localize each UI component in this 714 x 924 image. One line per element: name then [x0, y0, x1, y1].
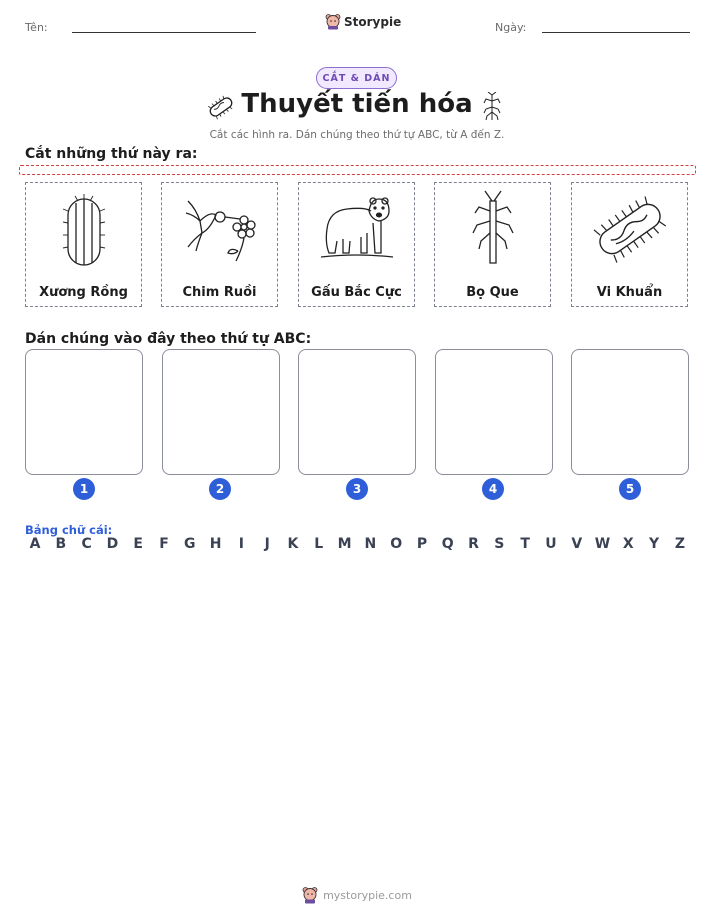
brand-name: Storypie [344, 14, 402, 29]
letter: G [184, 536, 196, 552]
letter: I [238, 536, 244, 552]
letter: S [494, 536, 505, 552]
letter: B [55, 536, 67, 552]
letter: Z [674, 536, 685, 552]
letter: Q [441, 536, 454, 552]
brand-logo [325, 13, 401, 30]
cut-line [19, 165, 696, 175]
letter: V [571, 536, 583, 552]
letter: X [622, 536, 634, 552]
number-badge-4: 4 [482, 478, 504, 500]
hummingbird-icon [180, 189, 260, 269]
footer [0, 886, 714, 904]
card-label: Xương Rồng [39, 285, 128, 300]
number-badge-2: 2 [209, 478, 231, 500]
bacteria-icon [590, 189, 670, 269]
cut-card-bacteria[interactable] [571, 182, 688, 307]
card-label: Gấu Bắc Cực [311, 285, 402, 300]
name-label: Tên: [25, 21, 48, 34]
letter: K [287, 536, 299, 552]
footer-url[interactable]: mystorypie.com [323, 888, 412, 902]
letter: E [133, 536, 143, 552]
paste-box-3[interactable] [298, 349, 416, 475]
date-line[interactable] [542, 32, 690, 33]
paste-box-4[interactable] [435, 349, 553, 475]
paste-box-5[interactable] [571, 349, 689, 475]
cut-card-polar-bear[interactable] [298, 182, 415, 307]
alphabet-row [25, 536, 690, 552]
letter: H [209, 536, 222, 552]
letter: C [81, 536, 92, 552]
number-badge-1: 1 [73, 478, 95, 500]
date-label: Ngày: [495, 21, 527, 34]
paste-box-2[interactable] [162, 349, 280, 475]
polar-bear-icon [317, 189, 397, 269]
name-line[interactable] [72, 32, 256, 33]
letter: J [264, 536, 270, 552]
cut-card-hummingbird[interactable] [161, 182, 278, 307]
bear-logo-icon [325, 13, 341, 30]
letter: R [468, 536, 479, 552]
letter: T [520, 536, 530, 552]
cut-card-stick-insect[interactable] [434, 182, 551, 307]
stick-insect-icon [453, 189, 533, 269]
letter: W [594, 536, 611, 552]
bear-footer-icon [302, 886, 318, 904]
paste-box-1[interactable] [25, 349, 143, 475]
cactus-icon [44, 189, 124, 269]
number-badge-5: 5 [619, 478, 641, 500]
number-badge-3: 3 [346, 478, 368, 500]
letter: U [545, 536, 557, 552]
letter: P [416, 536, 428, 552]
card-label: Chim Ruồi [182, 285, 257, 300]
cut-paste-badge: CẮT & DÁN [316, 67, 397, 89]
letter: A [29, 536, 41, 552]
stick-insect-decoration-icon [482, 92, 502, 122]
letter: N [364, 536, 377, 552]
letter: Y [649, 536, 660, 552]
page-title: Thuyết tiến hóa [241, 89, 473, 119]
letter: M [337, 536, 352, 552]
letter: F [159, 536, 169, 552]
cut-heading: Cắt những thứ này ra: [25, 146, 198, 162]
letter: O [390, 536, 403, 552]
instructions: Cắt các hình ra. Dán chúng theo thứ tự ABC, từ A đến Z. [209, 129, 505, 141]
letter: D [106, 536, 119, 552]
cut-card-cactus[interactable] [25, 182, 142, 307]
alphabet-label: Bảng chữ cái: [25, 523, 113, 537]
paste-heading: Dán chúng vào đây theo thứ tự ABC: [25, 331, 312, 347]
card-label: Vi Khuẩn [596, 285, 663, 300]
letter: L [314, 536, 324, 552]
card-label: Bọ Que [466, 285, 519, 300]
